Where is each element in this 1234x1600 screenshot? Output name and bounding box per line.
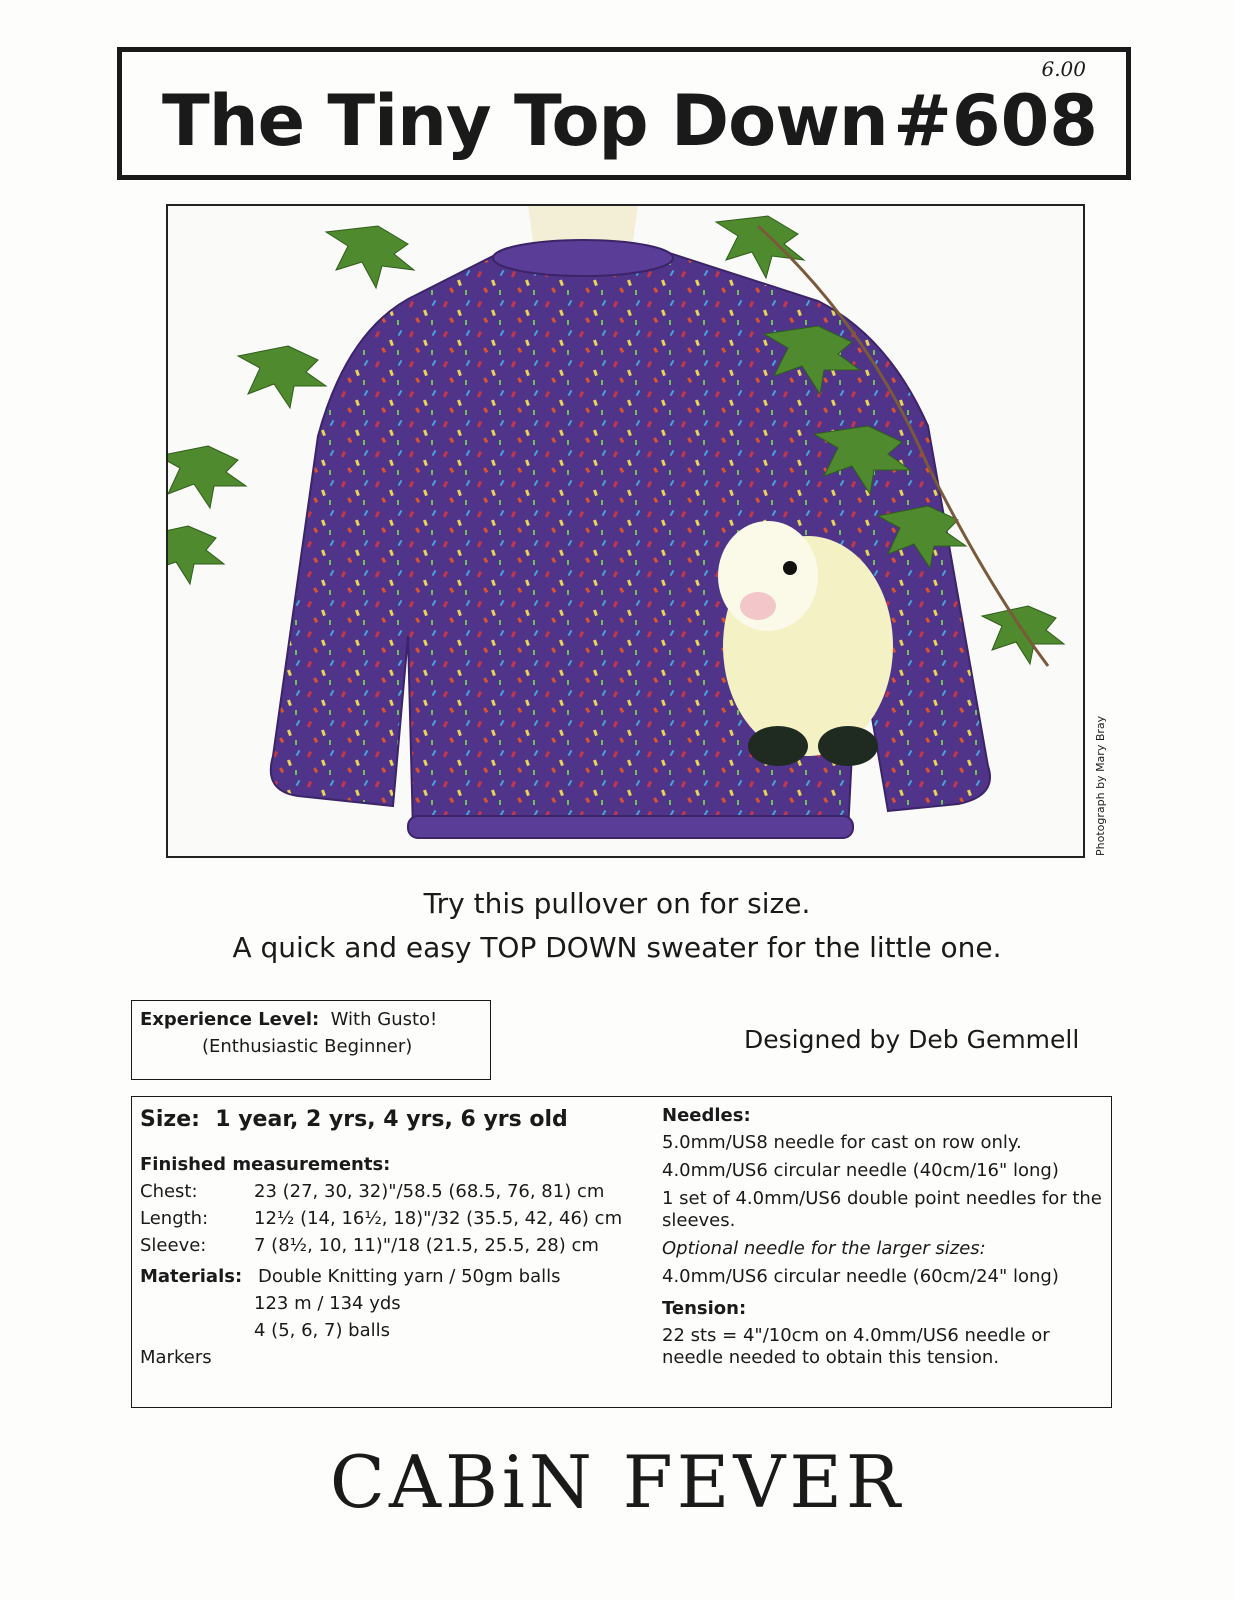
experience-note: (Enthusiastic Beginner) bbox=[202, 1036, 413, 1057]
needles-label: Needles: bbox=[662, 1105, 751, 1126]
tagline-line-1: Try this pullover on for size. bbox=[423, 887, 811, 920]
measurement-row bbox=[140, 1208, 630, 1229]
pattern-number: #608 bbox=[893, 80, 1098, 162]
photo-credit: Photograph by Mary Bray bbox=[1094, 715, 1107, 856]
experience-label: Experience Level: bbox=[140, 1009, 320, 1030]
size-value: 1 year, 2 yrs, 4 yrs, 6 yrs old bbox=[215, 1107, 568, 1132]
tagline bbox=[0, 882, 1234, 970]
details-right-column bbox=[662, 1105, 1102, 1369]
measurement-row bbox=[140, 1235, 630, 1256]
measurement-label: Chest: bbox=[140, 1181, 198, 1202]
pattern-title: The Tiny Top Down bbox=[162, 80, 888, 162]
measurement-value: 12½ (14, 16½, 18)"/32 (35.5, 42, 46) cm bbox=[254, 1208, 623, 1229]
details-box bbox=[131, 1096, 1112, 1408]
materials-item: 4 (5, 6, 7) balls bbox=[254, 1320, 391, 1341]
materials-item: Double Knitting yarn / 50gm balls bbox=[258, 1266, 561, 1287]
needle-item: 5.0mm/US8 needle for cast on row only. bbox=[662, 1132, 1022, 1153]
finished-measurements-label: Finished measurements: bbox=[140, 1154, 391, 1175]
materials-item: 123 m / 134 yds bbox=[254, 1293, 401, 1314]
measurement-value: 7 (8½, 10, 11)"/18 (21.5, 25.5, 28) cm bbox=[254, 1235, 599, 1256]
details-left-column bbox=[140, 1107, 630, 1368]
materials-label: Materials: bbox=[140, 1266, 243, 1287]
measurement-label: Sleeve: bbox=[140, 1235, 207, 1256]
tagline-line-2: A quick and easy TOP DOWN sweater for the little one. bbox=[232, 931, 1002, 964]
sweater-photo bbox=[166, 204, 1085, 858]
measurement-label: Length: bbox=[140, 1208, 209, 1229]
needle-item: 4.0mm/US6 circular needle (40cm/16" long) bbox=[662, 1160, 1059, 1181]
sweater-illustration bbox=[168, 206, 1083, 856]
needle-item: 1 set of 4.0mm/US6 double point needles for the sleeves. bbox=[662, 1188, 1102, 1231]
title-box bbox=[117, 47, 1131, 180]
experience-value: With Gusto! bbox=[330, 1009, 438, 1030]
tension-label: Tension: bbox=[662, 1298, 747, 1319]
experience-box bbox=[131, 1000, 491, 1080]
measurement-value: 23 (27, 30, 32)"/58.5 (68.5, 76, 81) cm bbox=[254, 1181, 605, 1202]
designer-credit: Designed by Deb Gemmell bbox=[744, 1025, 1080, 1054]
markers-item: Markers bbox=[140, 1347, 212, 1368]
cabin-fever-logo: CABiN FEVER bbox=[329, 1440, 905, 1524]
handwritten-price: 6.00 bbox=[1041, 57, 1086, 81]
materials-row bbox=[140, 1266, 630, 1287]
size-label: Size: bbox=[140, 1107, 200, 1132]
tension-text: 22 sts = 4"/10cm on 4.0mm/US6 needle or needle needed to obtain this tension. bbox=[662, 1325, 1050, 1368]
measurement-row bbox=[140, 1181, 630, 1202]
size-line bbox=[140, 1107, 630, 1132]
optional-needle: 4.0mm/US6 circular needle (60cm/24" long) bbox=[662, 1266, 1059, 1287]
optional-needle-label: Optional needle for the larger sizes: bbox=[662, 1238, 986, 1259]
